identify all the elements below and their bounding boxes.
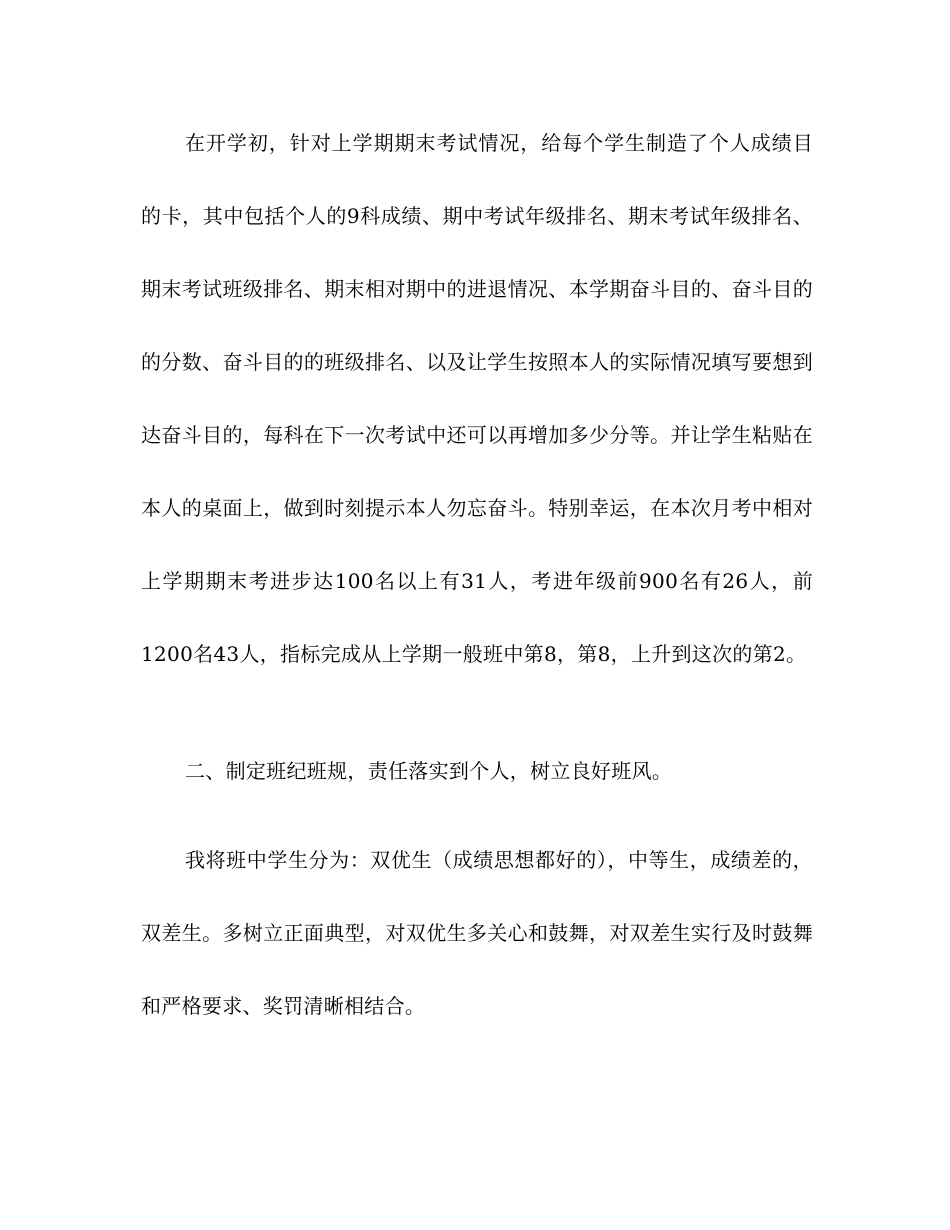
body-paragraph-1: 在开学初，针对上学期期末考试情况，给每个学生制造了个人成绩目的卡，其中包括个人的9科成绩、期中考试年级排名、期末考试年级排名、期末考试班级排名、期末相对期中的进退情况、本学期奋斗目的、奋斗目的的分数、奋斗目的的班级排名、以及让学生按照本人的实际情况填写要想到达奋斗目的，每科在下一次考试中还可以再增加多少分等。并让学生粘贴在本人的桌面上，做到时刻提示本人勿忘奋斗。特别幸运，在本次月考中相对上学期期末考进步达100名以上有31人，考进年级前900名有26人，前1200名43人，指标完成从上学期一般班中第8，第8，上升到这次的第2。	[141, 131, 813, 666]
section-heading-paragraph: 二、制定班纪班规，责任落实到个人，树立良好班风。	[185, 759, 673, 783]
body-paragraph-2: 我将班中学生分为：双优生（成绩思想都好的），中等生，成绩差的，双差生。多树立正面典型，对双优生多关心和鼓舞，对双差生实行及时鼓舞和严格要求、奖罚清晰相结合。	[141, 848, 813, 1018]
